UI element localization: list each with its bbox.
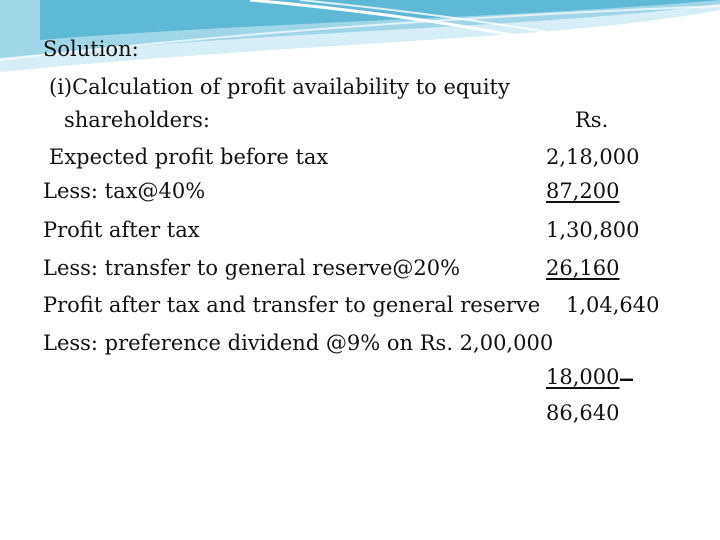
row-amount: 1,30,800	[546, 218, 640, 242]
dash-mark: _	[620, 352, 633, 382]
row-label: Less: preference dividend @9% on Rs. 2,00,000	[43, 331, 554, 355]
row-label: Profit after tax	[43, 218, 200, 242]
row-label: Less: tax@40%	[43, 179, 206, 203]
row-amount: 1,04,640	[566, 293, 660, 317]
row-amount: 18,000	[546, 365, 620, 389]
slide-subheading: (i)Calculation of profit availability to equity	[49, 75, 510, 99]
row-amount: 2,18,000	[546, 145, 640, 169]
row-amount: 26,160	[546, 256, 620, 280]
slide-subheading-continued: shareholders:	[64, 108, 210, 132]
row-label: Profit after tax and transfer to general reserve	[43, 293, 541, 317]
row-amount: 87,200	[546, 179, 620, 203]
row-label: Less: transfer to general reserve@20%	[43, 256, 461, 280]
row-label: Expected profit before tax	[49, 145, 329, 169]
result-amount: 86,640	[546, 401, 620, 425]
slide-heading: Solution:	[43, 37, 139, 61]
currency-label: Rs.	[575, 108, 609, 132]
